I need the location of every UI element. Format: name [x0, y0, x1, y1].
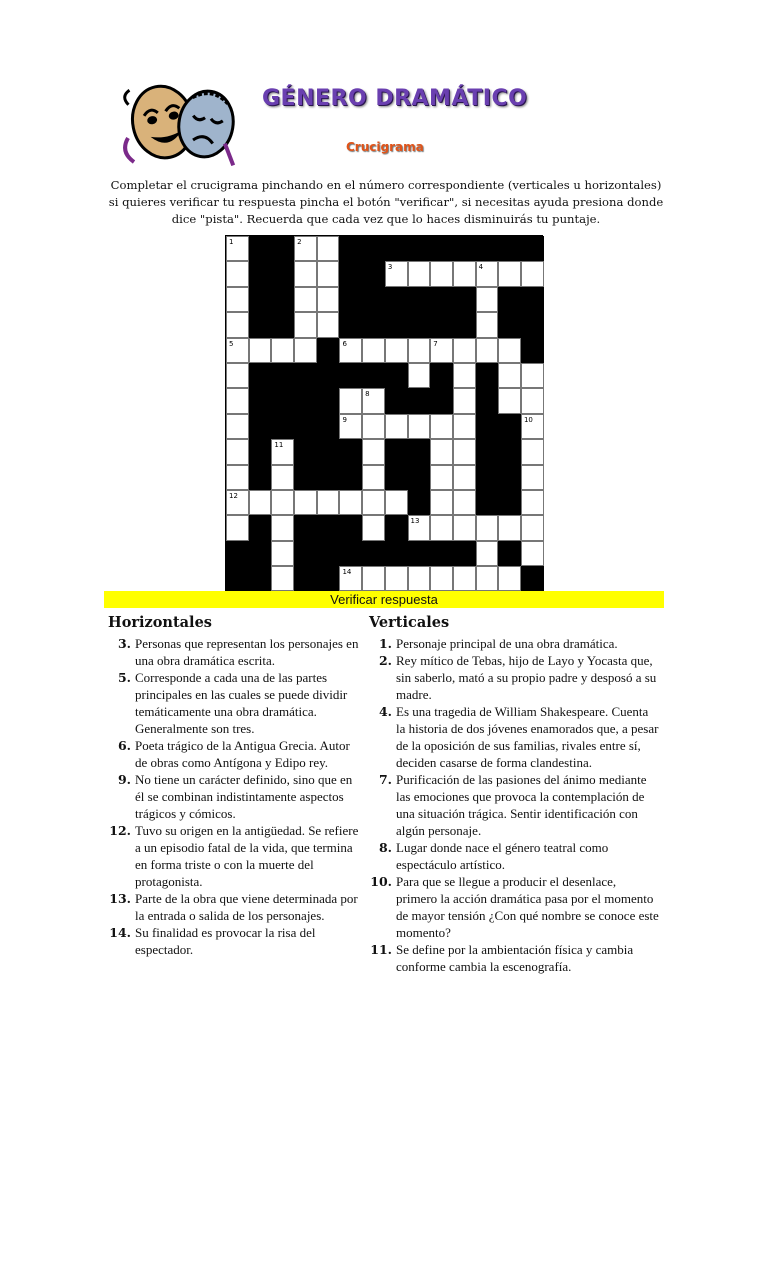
crossword-cell[interactable] [226, 287, 249, 312]
crossword-cell[interactable] [453, 414, 476, 439]
crossword-block-cell [408, 465, 431, 490]
crossword-block-cell [430, 287, 453, 312]
crossword-block-cell [271, 363, 294, 388]
horizontal-clues [108, 614, 363, 958]
crossword-cell[interactable] [362, 566, 385, 591]
crossword-block-cell [294, 439, 317, 464]
crossword-block-cell [362, 312, 385, 337]
clue-number: 3. [117, 636, 131, 651]
clue-number-label[interactable]: 10 [523, 415, 533, 424]
clue-number: 5. [117, 670, 131, 685]
clue-number-label[interactable]: 6 [342, 339, 347, 348]
crossword-cell[interactable] [453, 363, 476, 388]
crossword-cell[interactable] [476, 287, 499, 312]
crossword-block-cell [430, 363, 453, 388]
crossword-block-cell [362, 287, 385, 312]
crossword-block-cell [249, 541, 272, 566]
crossword-block-cell [476, 236, 499, 261]
clue-text: Se define por la ambientación física y cambia conforme cambia la escenografía. [396, 942, 634, 974]
crossword-cell[interactable] [271, 541, 294, 566]
crossword-block-cell [476, 414, 499, 439]
crossword-cell[interactable] [271, 566, 294, 591]
crossword-cell[interactable] [453, 439, 476, 464]
crossword-cell[interactable] [339, 566, 362, 591]
clue-text: Lugar donde nace el género teatral como espectáculo artístico. [396, 840, 609, 872]
crossword-cell[interactable] [430, 338, 453, 363]
clue-text: Personas que representan los personajes en una obra dramática escrita. [135, 636, 359, 668]
crossword-block-cell [453, 541, 476, 566]
clue-item [108, 635, 363, 669]
crossword-block-cell [521, 312, 544, 337]
crossword-cell[interactable] [498, 338, 521, 363]
crossword-cell[interactable] [294, 490, 317, 515]
clue-number-label[interactable]: 1 [229, 238, 234, 246]
crossword-cell[interactable] [476, 541, 499, 566]
crossword-cell[interactable] [226, 312, 249, 337]
clue-number-label[interactable]: 4 [478, 263, 484, 272]
crossword-cell[interactable] [339, 388, 362, 413]
crossword-cell[interactable] [430, 261, 453, 286]
crossword-cell[interactable] [249, 338, 272, 363]
clue-text: Personaje principal de una obra dramática. [396, 636, 618, 651]
crossword-block-cell [317, 338, 340, 363]
crossword-cell[interactable] [271, 490, 294, 515]
crossword-block-cell [271, 312, 294, 337]
crossword-cell[interactable] [294, 312, 317, 337]
clue-number-label[interactable]: 8 [365, 390, 370, 399]
crossword-block-cell [317, 541, 340, 566]
crossword-block-cell [498, 465, 521, 490]
crossword-block-cell [362, 236, 385, 261]
crossword-block-cell [249, 465, 272, 490]
crossword-block-cell [339, 261, 362, 286]
clue-number-label[interactable]: 2 [297, 238, 302, 246]
clue-item [369, 873, 659, 941]
clue-item [108, 822, 363, 890]
crossword-cell[interactable] [453, 515, 476, 540]
crossword-cell[interactable] [271, 439, 294, 464]
crossword-cell[interactable] [362, 388, 385, 413]
crossword-cell[interactable] [294, 261, 317, 286]
clue-text: Parte de la obra que viene determinada por la entrada o salida de los personajes. [135, 891, 358, 923]
crossword-cell[interactable] [430, 490, 453, 515]
crossword-block-cell [498, 287, 521, 312]
clue-item [369, 652, 659, 703]
crossword-block-cell [249, 312, 272, 337]
crossword-cell[interactable] [317, 312, 340, 337]
clue-number: 7. [378, 772, 392, 787]
clue-number-label[interactable]: 3 [387, 263, 393, 272]
crossword-block-cell [498, 541, 521, 566]
crossword-cell[interactable] [226, 236, 249, 261]
crossword-cell[interactable] [476, 312, 499, 337]
crossword-block-cell [408, 490, 431, 515]
crossword-block-cell [385, 312, 408, 337]
crossword-cell[interactable] [362, 414, 385, 439]
crossword-cell[interactable] [476, 261, 499, 286]
crossword-cell[interactable] [476, 566, 499, 591]
crossword-block-cell [521, 236, 544, 261]
clue-number-label[interactable]: 12 [229, 491, 238, 500]
clue-text: No tiene un carácter definido, sino que en él se combinan indistintamente aspectos trágicos y cómicos. [135, 772, 353, 821]
crossword-cell[interactable] [521, 414, 544, 439]
crossword-block-cell [385, 541, 408, 566]
crossword-cell[interactable] [408, 363, 431, 388]
crossword-cell[interactable] [226, 490, 249, 515]
crossword-block-cell [408, 236, 431, 261]
crossword-cell[interactable] [317, 287, 340, 312]
crossword-block-cell [317, 465, 340, 490]
crossword-block-cell [317, 388, 340, 413]
clue-number: 1. [378, 636, 392, 651]
crossword-block-cell [226, 541, 249, 566]
crossword-block-cell [339, 287, 362, 312]
clue-number: 11. [370, 942, 392, 957]
crossword-block-cell [317, 439, 340, 464]
vertical-clues-heading: Verticales [369, 614, 450, 631]
clue-text: Purificación de las pasiones del ánimo mediante las emociones que provoca la contemplación de una situación trágica. Sentir identificación con algún personaje. [396, 772, 647, 838]
crossword-block-cell [408, 541, 431, 566]
crossword-block-cell [408, 439, 431, 464]
crossword-cell[interactable] [362, 439, 385, 464]
crossword-block-cell [521, 566, 544, 591]
crossword-block-cell [498, 490, 521, 515]
clue-item [108, 737, 363, 771]
crossword-block-cell [498, 236, 521, 261]
crossword-cell[interactable] [521, 439, 544, 464]
crossword-block-cell [317, 363, 340, 388]
crossword-block-cell [385, 363, 408, 388]
crossword-cell[interactable] [226, 388, 249, 413]
clue-item [369, 635, 659, 652]
crossword-cell[interactable] [226, 465, 249, 490]
crossword-block-cell [249, 287, 272, 312]
crossword-block-cell [408, 312, 431, 337]
crossword-cell[interactable] [453, 338, 476, 363]
crossword-block-cell [498, 312, 521, 337]
crossword-cell[interactable] [294, 236, 317, 261]
crossword-block-cell [385, 236, 408, 261]
crossword-cell[interactable] [317, 236, 340, 261]
clue-item [369, 771, 659, 839]
crossword-block-cell [339, 236, 362, 261]
crossword-cell[interactable] [521, 363, 544, 388]
crossword-cell[interactable] [453, 490, 476, 515]
crossword-block-cell [521, 338, 544, 363]
crossword-block-cell [498, 439, 521, 464]
clue-number: 9. [117, 772, 131, 787]
crossword-block-cell [385, 465, 408, 490]
crossword-block-cell [362, 363, 385, 388]
crossword-cell[interactable] [521, 261, 544, 286]
crossword-cell[interactable] [271, 338, 294, 363]
clue-text: Su finalidad es provocar la risa del espectador. [135, 925, 316, 957]
horizontal-clues-heading: Horizontales [108, 614, 212, 631]
crossword-block-cell [317, 566, 340, 591]
crossword-cell[interactable] [430, 566, 453, 591]
crossword-cell[interactable] [521, 388, 544, 413]
crossword-block-cell [249, 414, 272, 439]
clue-item [369, 839, 659, 873]
crossword-block-cell [385, 287, 408, 312]
crossword-block-cell [339, 465, 362, 490]
crossword-cell[interactable] [408, 261, 431, 286]
crossword-block-cell [476, 363, 499, 388]
crossword-cell[interactable] [476, 515, 499, 540]
crossword-cell[interactable] [453, 261, 476, 286]
crossword-block-cell [294, 388, 317, 413]
clue-item [108, 771, 363, 822]
clue-item [108, 924, 363, 958]
crossword-cell[interactable] [430, 465, 453, 490]
crossword-block-cell [249, 261, 272, 286]
crossword-block-cell [271, 261, 294, 286]
crossword-block-cell [385, 515, 408, 540]
crossword-block-cell [430, 312, 453, 337]
crossword-block-cell [430, 388, 453, 413]
crossword-grid [225, 235, 543, 591]
crossword-cell[interactable] [476, 338, 499, 363]
crossword-block-cell [294, 363, 317, 388]
crossword-block-cell [476, 388, 499, 413]
crossword-cell[interactable] [294, 287, 317, 312]
clue-number: 4. [378, 704, 392, 719]
crossword-block-cell [317, 414, 340, 439]
crossword-block-cell [249, 363, 272, 388]
crossword-cell[interactable] [408, 515, 431, 540]
clue-number-label[interactable]: 13 [410, 517, 420, 526]
crossword-cell[interactable] [226, 261, 249, 286]
clue-text: Para que se llegue a producir el desenlace, primero la acción dramática pasa por el momento de mayor tensión ¿Con qué nombre se conoce este momento? [396, 874, 659, 940]
crossword-block-cell [317, 515, 340, 540]
crossword-block-cell [271, 236, 294, 261]
crossword-cell[interactable] [226, 338, 249, 363]
crossword-cell[interactable] [521, 541, 544, 566]
theater-masks-icon [118, 78, 248, 166]
crossword-block-cell [294, 541, 317, 566]
crossword-cell[interactable] [226, 439, 249, 464]
crossword-grid-container [225, 235, 543, 591]
crossword-block-cell [249, 236, 272, 261]
crossword-block-cell [408, 388, 431, 413]
crossword-cell[interactable] [430, 439, 453, 464]
crossword-cell[interactable] [271, 515, 294, 540]
crossword-cell[interactable] [521, 490, 544, 515]
clue-number: 6. [117, 738, 131, 753]
clue-text: Corresponde a cada una de las partes principales en las cuales se puede dividir temáticamente una obra dramática. Generalmente son tres. [135, 670, 348, 736]
crossword-cell[interactable] [226, 414, 249, 439]
crossword-cell[interactable] [385, 490, 408, 515]
crossword-block-cell [271, 287, 294, 312]
crossword-block-cell [521, 287, 544, 312]
crossword-block-cell [476, 490, 499, 515]
crossword-cell[interactable] [498, 515, 521, 540]
clue-item [108, 890, 363, 924]
crossword-block-cell [249, 515, 272, 540]
vertical-clues [369, 614, 659, 975]
crossword-block-cell [430, 541, 453, 566]
clue-number: 10. [370, 874, 392, 889]
crossword-block-cell [339, 312, 362, 337]
crossword-block-cell [362, 261, 385, 286]
crossword-cell[interactable] [453, 388, 476, 413]
crossword-cell[interactable] [385, 414, 408, 439]
crossword-cell[interactable] [498, 261, 521, 286]
crossword-block-cell [294, 515, 317, 540]
crossword-cell[interactable] [339, 490, 362, 515]
crossword-block-cell [408, 287, 431, 312]
crossword-cell[interactable] [317, 261, 340, 286]
crossword-cell[interactable] [430, 414, 453, 439]
clue-number-label[interactable]: 9 [342, 415, 347, 424]
crossword-block-cell [453, 287, 476, 312]
crossword-cell[interactable] [339, 414, 362, 439]
crossword-block-cell [339, 541, 362, 566]
clue-text: Es una tragedia de William Shakespeare. Cuenta la historia de dos jóvenes enamorados que, a pesar de la oposición de sus familias, rivales entre sí, deciden casarse de forma clandestina. [396, 704, 659, 770]
crossword-cell[interactable] [498, 363, 521, 388]
crossword-cell[interactable] [362, 338, 385, 363]
instructions-text: Completar el crucigrama pinchando en el número correspondiente (verticales u horizontales) si quieres verificar tu respuesta pincha el botón "verificar", si necesitas ayuda presiona donde dice "pista". Recuerda que cada vez que lo haces disminuirás tu puntaje. [108, 178, 664, 226]
crossword-block-cell [249, 566, 272, 591]
crossword-cell[interactable] [294, 338, 317, 363]
crossword-cell[interactable] [317, 490, 340, 515]
crossword-block-cell [294, 566, 317, 591]
crossword-cell[interactable] [453, 566, 476, 591]
crossword-cell[interactable] [385, 261, 408, 286]
clue-item [369, 703, 659, 771]
clue-number: 8. [378, 840, 392, 855]
crossword-block-cell [249, 388, 272, 413]
crossword-block-cell [385, 388, 408, 413]
page-subtitle: Crucigrama [346, 140, 424, 154]
crossword-cell[interactable] [385, 566, 408, 591]
crossword-block-cell [294, 465, 317, 490]
clue-number: 2. [378, 653, 392, 668]
clue-number: 14. [109, 925, 131, 940]
crossword-block-cell [271, 388, 294, 413]
crossword-cell[interactable] [498, 566, 521, 591]
crossword-block-cell [476, 439, 499, 464]
crossword-block-cell [339, 515, 362, 540]
clue-number-label[interactable]: 5 [229, 339, 234, 348]
crossword-cell[interactable] [453, 465, 476, 490]
crossword-block-cell [453, 236, 476, 261]
clue-text: Poeta trágico de la Antigua Grecia. Autor de obras como Antígona y Edipo rey. [135, 738, 350, 770]
crossword-cell[interactable] [430, 515, 453, 540]
page-title: GÉNERO DRAMÁTICO [262, 86, 528, 111]
crossword-block-cell [498, 414, 521, 439]
clue-number: 12. [109, 823, 131, 838]
crossword-block-cell [339, 439, 362, 464]
crossword-cell[interactable] [498, 388, 521, 413]
crossword-block-cell [362, 541, 385, 566]
crossword-cell[interactable] [408, 414, 431, 439]
clue-number-label[interactable]: 11 [274, 441, 284, 450]
crossword-block-cell [271, 414, 294, 439]
crossword-cell[interactable] [521, 465, 544, 490]
clue-text: Tuvo su origen en la antigüedad. Se refiere a un episodio fatal de la vida, que termina en forma triste o con la muerte del protagonista. [135, 823, 359, 889]
crossword-cell[interactable] [408, 338, 431, 363]
verify-answer-button[interactable]: Verificar respuesta [104, 591, 664, 608]
crossword-cell[interactable] [362, 515, 385, 540]
crossword-cell[interactable] [362, 465, 385, 490]
clue-number: 13. [109, 891, 131, 906]
crossword-block-cell [339, 363, 362, 388]
crossword-block-cell [385, 439, 408, 464]
crossword-cell[interactable] [339, 338, 362, 363]
crossword-cell[interactable] [226, 515, 249, 540]
crossword-block-cell [226, 566, 249, 591]
crossword-cell[interactable] [408, 566, 431, 591]
crossword-block-cell [294, 414, 317, 439]
crossword-block-cell [249, 439, 272, 464]
clue-item [108, 669, 363, 737]
clue-text: Rey mítico de Tebas, hijo de Layo y Yocasta que, sin saberlo, mató a su propio padre y desposó a su madre. [396, 653, 657, 702]
crossword-cell[interactable] [249, 490, 272, 515]
clue-item [369, 941, 659, 975]
crossword-cell[interactable] [226, 363, 249, 388]
crossword-block-cell [476, 465, 499, 490]
clue-number-label[interactable]: 14 [342, 568, 352, 577]
crossword-cell[interactable] [362, 490, 385, 515]
crossword-cell[interactable] [271, 465, 294, 490]
clue-number-label[interactable]: 7 [433, 339, 438, 348]
crossword-cell[interactable] [385, 338, 408, 363]
crossword-block-cell [453, 312, 476, 337]
crossword-cell[interactable] [521, 515, 544, 540]
crossword-block-cell [430, 236, 453, 261]
